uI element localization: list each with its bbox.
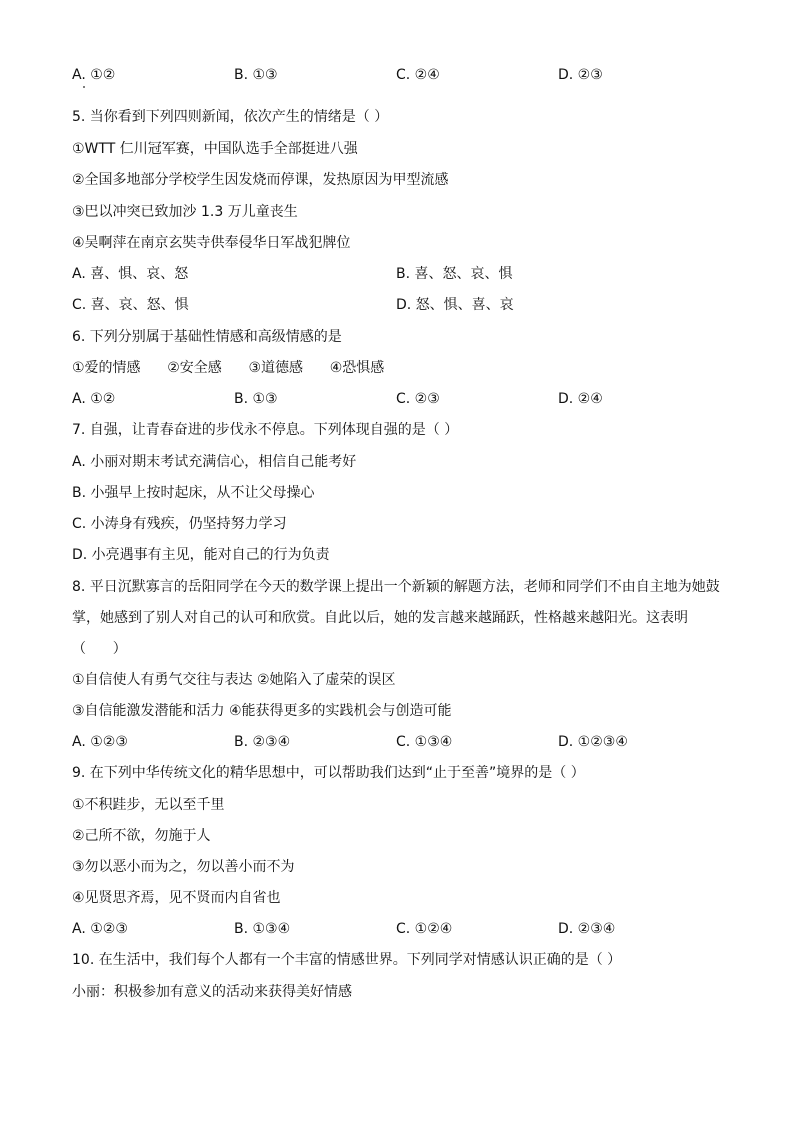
q8-option-b: B. ②③④ [234, 734, 291, 750]
q5-option-d: D. 怒、惧、喜、哀 [396, 297, 514, 313]
q9-option-a: A. ①②③ [72, 921, 128, 937]
q9-option-c: C. ①②④ [396, 921, 453, 937]
q10-item-1: 小丽：积极参加有意义的活动来获得美好情感 [72, 984, 352, 1000]
q9-option-b: B. ①③④ [234, 921, 291, 937]
q7-option-a: A. 小丽对期末考试充满信心，相信自己能考好 [72, 454, 357, 470]
q4-option-d: D. ②③ [558, 67, 603, 83]
q8-stem-line-2: 掌，她感到了别人对自己的认可和欣赏。自此以后，她的发言越来越踊跃，性格越来越阳光。这表明 [72, 610, 688, 626]
q9-item-2: ②己所不欲，勿施于人 [72, 828, 211, 844]
q8-stem-line-3: （ ） [72, 641, 127, 657]
q6-option-c: C. ②③ [396, 391, 440, 407]
q6-stem: 6. 下列分别属于基础性情感和高级情感的是 [72, 329, 342, 345]
q6-items: ①爱的情感 ②安全感 ③道德感 ④恐惧感 [72, 360, 385, 376]
q6-option-b: B. ①③ [234, 391, 278, 407]
q10-stem: 10. 在生活中，我们每个人都有一个丰富的情感世界。下列同学对情感认识正确的是（ ） [72, 952, 622, 968]
q4-option-c: C. ②④ [396, 67, 440, 83]
q6-option-a: A. ①② [72, 391, 116, 407]
q5-item-2: ②全国多地部分学校学生因发烧而停课，发热原因为甲型流感 [72, 172, 449, 188]
q8-item-2: ③自信能激发潜能和活力 ④能获得更多的实践机会与创造可能 [72, 703, 452, 719]
q5-option-c: C. 喜、哀、怒、惧 [72, 297, 189, 313]
q5-option-b: B. 喜、怒、哀、惧 [396, 266, 513, 282]
q7-option-b: B. 小强早上按时起床，从不让父母操心 [72, 485, 315, 501]
q5-option-a: A. 喜、惧、哀、怒 [72, 266, 189, 282]
q7-option-c: C. 小涛身有残疾，仍坚持努力学习 [72, 516, 287, 532]
q8-option-a: A. ①②③ [72, 734, 128, 750]
q9-stem: 9. 在下列中华传统文化的精华思想中，可以帮助我们达到“止于至善”境界的是（ ） [72, 765, 585, 781]
q5-stem: 5. 当你看到下列四则新闻，依次产生的情绪是（ ） [72, 109, 389, 125]
q9-option-d: D. ②③④ [558, 921, 616, 937]
q5-item-3: ③巴以冲突已致加沙 1.3 万儿童丧生 [72, 204, 298, 220]
q7-option-d: D. 小亮遇事有主见，能对自己的行为负责 [72, 547, 330, 563]
q5-item-1: ①WTT 仁川冠军赛，中国队选手全部挺进八强 [72, 141, 358, 157]
q8-option-d: D. ①②③④ [558, 734, 628, 750]
stray-mark [83, 86, 85, 88]
q6-option-d: D. ②④ [558, 391, 603, 407]
q8-stem-line-1: 8. 平日沉默寡言的岳阳同学在今天的数学课上提出一个新颖的解题方法，老师和同学们不由自主地为她鼓 [72, 579, 720, 595]
q9-item-4: ④见贤思齐焉，见不贤而内自省也 [72, 890, 281, 906]
q9-item-3: ③勿以恶小而为之，勿以善小而不为 [72, 859, 295, 875]
q8-option-c: C. ①③④ [396, 734, 453, 750]
q8-item-1: ①自信使人有勇气交往与表达 ②她陷入了虚荣的误区 [72, 672, 396, 688]
q4-option-a: A. ①② [72, 67, 116, 83]
q7-stem: 7. 自强，让青春奋进的步伐永不停息。下列体现自强的是（ ） [72, 422, 459, 438]
q4-option-b: B. ①③ [234, 67, 278, 83]
q9-item-1: ①不积跬步，无以至千里 [72, 797, 225, 813]
q5-item-4: ④吴啊萍在南京玄奘寺供奉侵华日军战犯牌位 [72, 235, 351, 251]
